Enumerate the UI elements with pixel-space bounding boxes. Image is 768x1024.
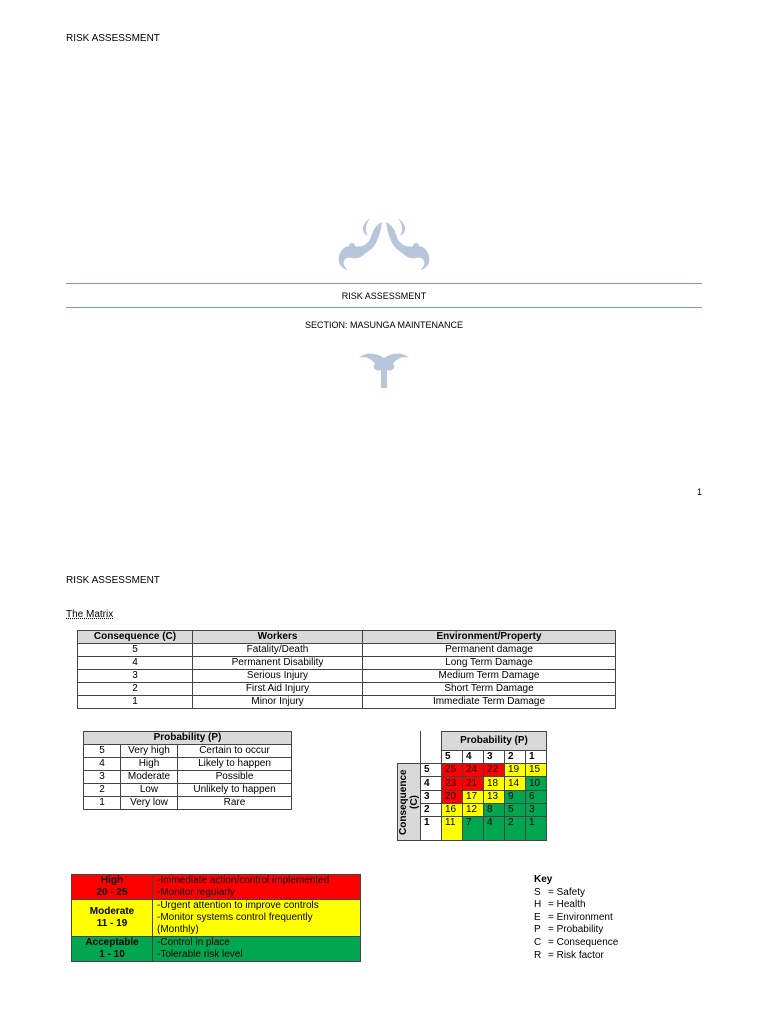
key-item: R = Risk factor [534, 949, 604, 961]
legend-actions: -Control in place -Tolerable risk level [153, 937, 361, 962]
page-number: 1 [697, 487, 703, 497]
grid-cell: 2 [505, 817, 526, 841]
table-row [78, 670, 616, 683]
grid-cell: 7 [463, 817, 484, 841]
grid-column-label: 3 [484, 751, 505, 764]
grid-row-label: 5 [421, 764, 442, 777]
table-cell: Short Term Damage [363, 683, 616, 696]
abbreviation-key [534, 874, 618, 962]
table-cell: Possible [178, 771, 292, 784]
divider-ornament-icon [357, 350, 411, 390]
table-row [78, 696, 616, 709]
table-cell: Immediate Term Damage [363, 696, 616, 709]
grid-cell: 25 [442, 764, 463, 777]
risk-level-legend [71, 874, 361, 962]
grid-cell: 1 [526, 817, 547, 841]
grid-probability-header: Probability (P) [442, 732, 547, 751]
table-cell: Likely to happen [178, 758, 292, 771]
section-title: SECTION: MASUNGA MAINTENANCE [304, 320, 464, 330]
grid-row-label: 3 [421, 790, 442, 803]
grid-consequence-header: Consequence (C) [398, 764, 421, 841]
grid-corner [398, 732, 421, 764]
grid-cell: 4 [484, 817, 505, 841]
table-row [84, 784, 292, 797]
table-cell: Moderate [121, 771, 178, 784]
table-cell: Certain to occur [178, 745, 292, 758]
grid-column-label: 4 [463, 751, 484, 764]
table-cell: Permanent damage [363, 644, 616, 657]
table-cell: Serious Injury [193, 670, 363, 683]
grid-cell: 15 [526, 764, 547, 777]
title-rule-bottom [66, 307, 702, 308]
grid-cell: 12 [463, 804, 484, 817]
grid-row-label: 1 [421, 817, 442, 841]
legend-level: High 20 - 25 [72, 875, 153, 900]
table-cell: First Aid Injury [193, 683, 363, 696]
table-cell: 2 [78, 683, 193, 696]
table-cell: Long Term Damage [363, 657, 616, 670]
table-cell: Minor Injury [193, 696, 363, 709]
title-rule-top [66, 283, 702, 284]
table-cell: 3 [84, 771, 121, 784]
key-item: H = Health [534, 899, 586, 911]
column-header: Workers [193, 631, 363, 644]
grid-row-label: 2 [421, 804, 442, 817]
grid-cell: 11 [442, 817, 463, 841]
table-cell: 1 [84, 797, 121, 810]
grid-cell: 14 [505, 777, 526, 790]
grid-column-label: 5 [442, 751, 463, 764]
legend-actions: -Urgent attention to improve controls -Monitor systems control frequently (Monthly) [153, 900, 361, 937]
table-cell: 4 [84, 758, 121, 771]
page-header: RISK ASSESSMENT [66, 33, 160, 44]
grid-cell: 20 [442, 790, 463, 803]
table-row [84, 758, 292, 771]
consequence-table [77, 630, 616, 709]
table-header-row [78, 631, 616, 644]
grid-cell: 6 [526, 790, 547, 803]
key-title: Key [534, 874, 553, 885]
legend-row-high [72, 875, 361, 900]
risk-matrix-grid [397, 731, 547, 841]
grid-cell: 13 [484, 790, 505, 803]
key-item: S = Safety [534, 886, 585, 898]
table-cell: Permanent Disability [193, 657, 363, 670]
table-cell: Rare [178, 797, 292, 810]
key-item: P = Probability [534, 924, 604, 936]
grid-cell: 18 [484, 777, 505, 790]
table-row [78, 683, 616, 696]
grid-cell: 3 [526, 804, 547, 817]
table-cell: Medium Term Damage [363, 670, 616, 683]
grid-cell: 24 [463, 764, 484, 777]
grid-cell: 10 [526, 777, 547, 790]
page-header-2: RISK ASSESSMENT [66, 575, 160, 586]
legend-level: Moderate 11 - 19 [72, 900, 153, 937]
matrix-heading: The Matrix [66, 609, 114, 620]
table-row [78, 657, 616, 670]
table-cell: Low [121, 784, 178, 797]
grid-column-label: 1 [526, 751, 547, 764]
grid-cell: 16 [442, 804, 463, 817]
table-cell: 2 [84, 784, 121, 797]
grid-cell: 22 [484, 764, 505, 777]
column-header: Consequence (C) [78, 631, 193, 644]
grid-cell: 5 [505, 804, 526, 817]
grid-cell: 17 [463, 790, 484, 803]
table-cell: 1 [78, 696, 193, 709]
table-cell: Very low [121, 797, 178, 810]
key-item: C = Consequence [534, 936, 619, 948]
legend-row-acceptable [72, 937, 361, 962]
ornament-icon [330, 214, 438, 276]
table-row [84, 771, 292, 784]
legend-row-moderate [72, 900, 361, 937]
legend-actions: -Immediate action/control implemented -Monitor regularly [153, 875, 361, 900]
table-cell: 5 [78, 644, 193, 657]
grid-cell: 9 [505, 790, 526, 803]
table-cell: Fatality/Death [193, 644, 363, 657]
table-cell: Very high [121, 745, 178, 758]
grid-cell: 21 [463, 777, 484, 790]
document-title: RISK ASSESSMENT [341, 291, 427, 301]
legend-level: Acceptable 1 - 10 [72, 937, 153, 962]
probability-table-header: Probability (P) [84, 732, 292, 745]
grid-cell: 8 [484, 804, 505, 817]
probability-table [83, 731, 292, 810]
grid-cell: 19 [505, 764, 526, 777]
grid-column-label: 2 [505, 751, 526, 764]
table-row [84, 745, 292, 758]
table-row [84, 797, 292, 810]
table-cell: Unlikely to happen [178, 784, 292, 797]
column-header: Environment/Property [363, 631, 616, 644]
key-item: E = Environment [534, 911, 613, 923]
table-row [78, 644, 616, 657]
table-cell: 4 [78, 657, 193, 670]
table-cell: 3 [78, 670, 193, 683]
table-cell: 5 [84, 745, 121, 758]
grid-corner [421, 732, 442, 764]
grid-row-label: 4 [421, 777, 442, 790]
grid-cell: 23 [442, 777, 463, 790]
table-cell: High [121, 758, 178, 771]
